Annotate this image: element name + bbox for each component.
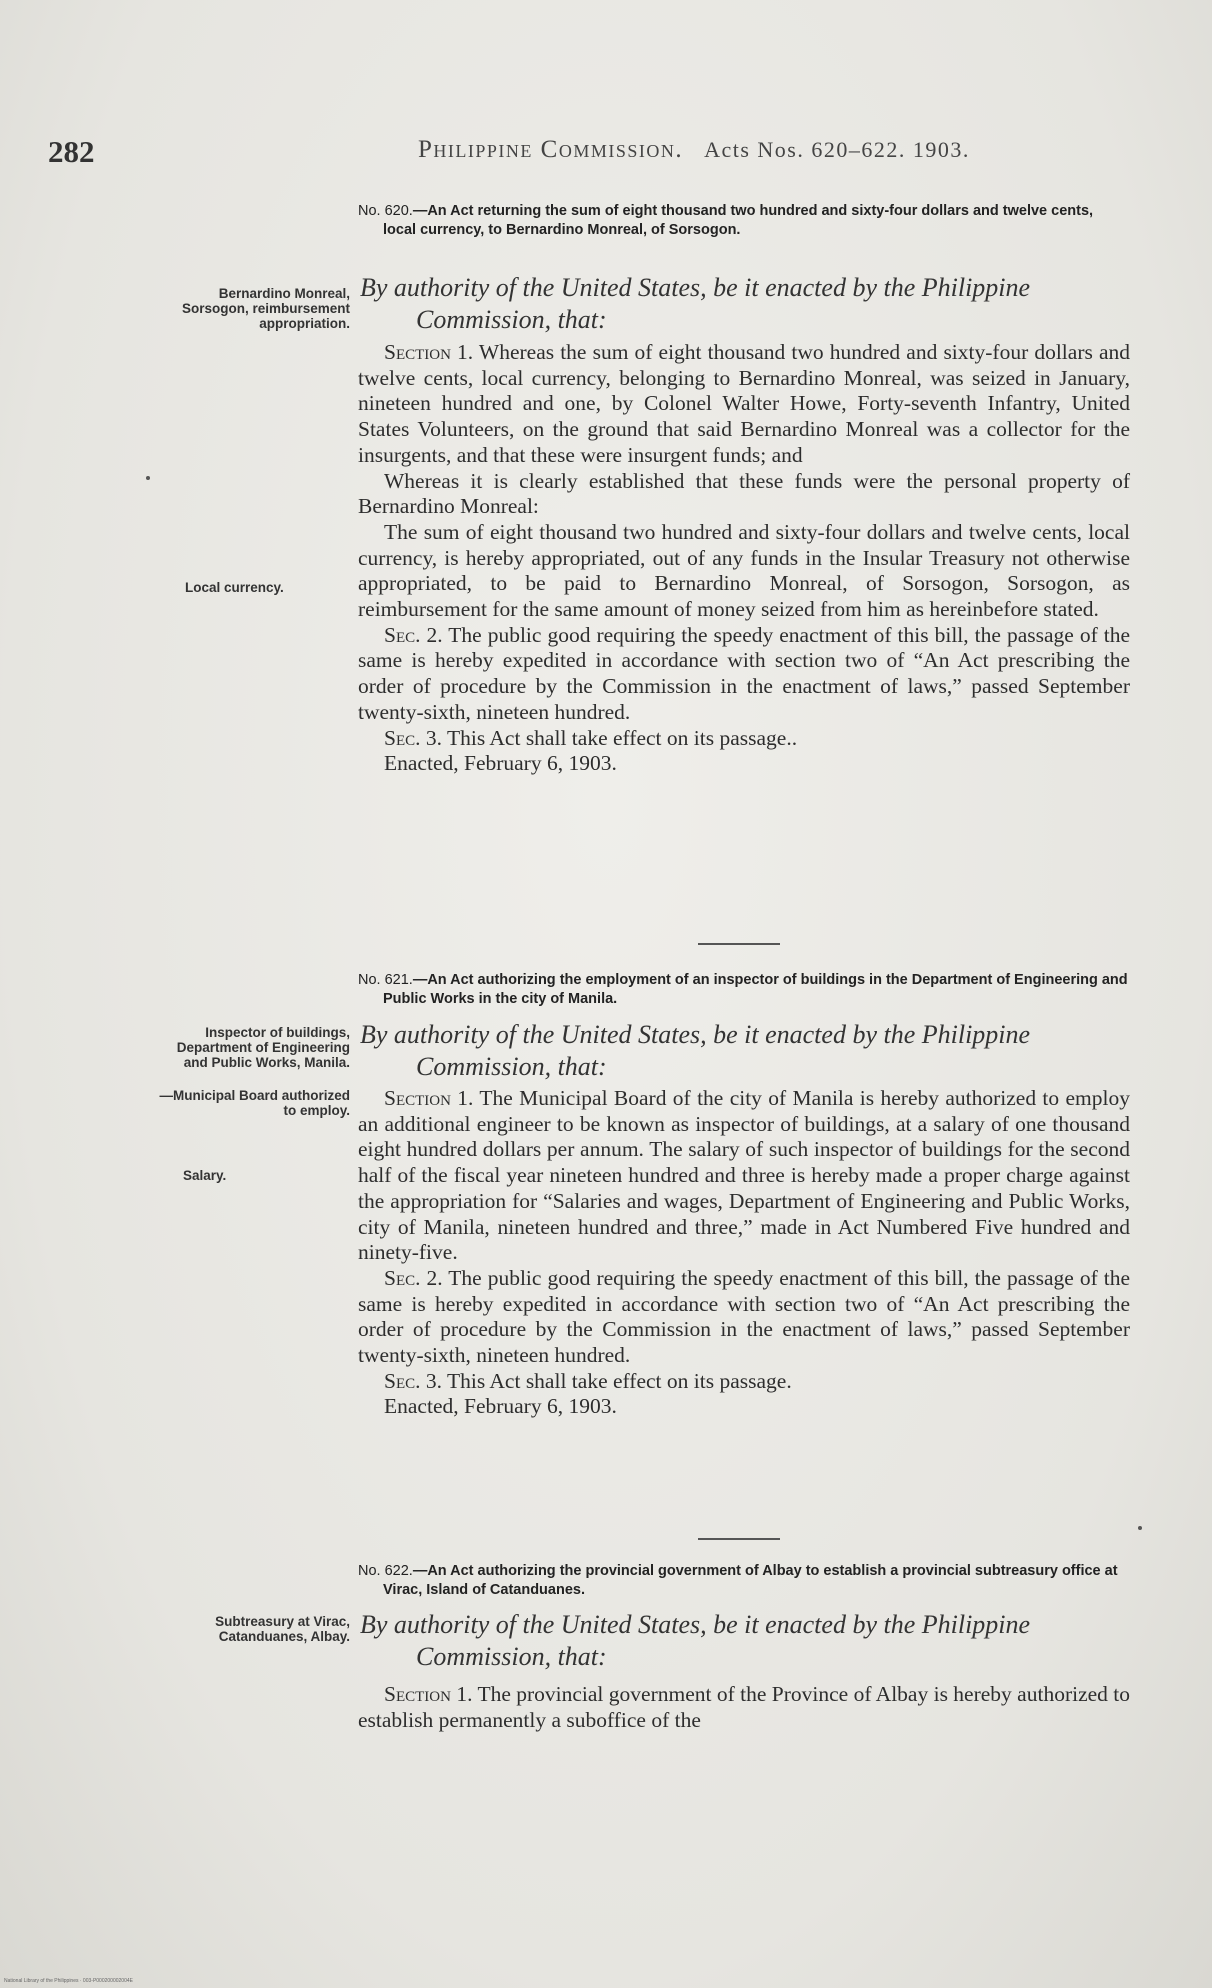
enacting-clause [360, 1019, 1130, 1083]
enacting-clause [360, 1609, 1130, 1673]
section-label: Sec. 2. [384, 622, 443, 647]
section-label: Section 1. [384, 340, 474, 364]
section-text: The public good requiring the speedy enactment of this bill, the passage of the same is hereby expedited in accordance with section two of “An Act prescribing the order of procedure by the Commission in the enactment of laws,” passed September twenty-sixth, nineteen hundred. [358, 622, 1131, 724]
section-3 [358, 1369, 1130, 1395]
separator-rule [698, 943, 780, 945]
scan-footer: National Library of the Philippines · 003-P000200002004E [4, 1978, 133, 1984]
act-number: No. 620. [358, 203, 413, 219]
margin-note-monreal: Bernardino Monreal, Sorsogon, reimbursement appropriation. [181, 286, 350, 331]
section-1 [358, 340, 1130, 469]
section-text: This Act shall take effect on its passage.. [442, 725, 798, 750]
act-622-body [358, 1682, 1130, 1733]
section-3 [358, 726, 1130, 752]
page-number: 282 [48, 134, 95, 169]
margin-note-salary: Salary. [183, 1168, 227, 1183]
section-1 [358, 1682, 1130, 1733]
enacting-line-1: By authority of the United States, be it enacted by the Philippine [360, 273, 1031, 302]
paragraph-appropriation: The sum of eight thousand two hundred and sixty-four dollars and twelve cents, local currency, is hereby appropriated, out of any funds in the Insular Treasury not otherwise appropriated, to be paid to Bernardino Monreal, of Sorsogon, Sorsogon, as reimbursement for the same amount of money seized from him as hereinbefore stated. [358, 519, 1130, 622]
section-text: Whereas the sum of eight thousand two hundred and sixty-four dollars and twelve cents, local currency, belonging to Bernardino Monreal, was seized in January, nineteen hundred and one, by Colonel Walter Howe, Forty-seventh Infantry, United States Volunteers, on the ground that said Bernardino Monreal was a collector for the insurgents, and that these were insurgent funds; and [358, 340, 1131, 467]
section-2 [358, 623, 1130, 726]
section-2 [358, 1266, 1130, 1369]
act-621-body [358, 1086, 1130, 1420]
act-number: No. 621. [358, 972, 413, 988]
act-621-title [358, 971, 1130, 1009]
section-label: Sec. 3. [384, 1368, 442, 1393]
section-label: Sec. 3. [384, 725, 442, 750]
act-620-title [358, 202, 1130, 240]
section-label: Section 1. [384, 1682, 473, 1706]
margin-note-inspector: Inspector of buildings, Department of Engineering and Public Works, Manila. [176, 1025, 350, 1070]
enacted-date: Enacted, February 6, 1903. [384, 1394, 617, 1419]
section-text: The Municipal Board of the city of Manila is hereby authorized to employ an additional engineer to be known as inspector of buildings, at a salary of one thousand eight hundred dollars per annum. The salary of such inspector of buildings for the second half of the fiscal year nineteen hundred and three is hereby made a proper charge against the appropriation for “Salaries and wages, Department of Engineering and Public Works, city of Manila, nineteen hundred and three,” made in Act Numbered Five hundred and ninety-five. [358, 1086, 1130, 1265]
enacted-date: Enacted, February 6, 1903. [384, 751, 617, 776]
act-number: No. 622. [358, 1563, 413, 1579]
act-title-text: —An Act returning the sum of eight thousand two hundred and sixty-four dollars and twelve cents, local currency, to Bernardino Monreal, of Sorsogon. [383, 203, 1094, 238]
enacting-line-2: Commission, that: [416, 1052, 607, 1081]
section-text: The public good requiring the speedy enactment of this bill, the passage of the same is hereby expedited in accordance with section two of “An Act prescribing the order of procedure by the Commission in the enactment of laws,” passed September twenty-sixth, nineteen hundred. [358, 1265, 1131, 1368]
enacting-line-2: Commission, that: [416, 1642, 607, 1671]
running-head-acts: Acts Nos. 620–622. 1903. [704, 137, 970, 162]
running-head [418, 136, 1078, 164]
enacting-line-2: Commission, that: [416, 305, 607, 334]
act-title-text: —An Act authorizing the provincial government of Albay to establish a provincial subtreasury office at Virac, Island of Catanduanes. [383, 1563, 1118, 1598]
enacting-line-1: By authority of the United States, be it enacted by the Philippine [360, 1610, 1031, 1639]
running-head-title: Philippine Commission. [418, 136, 684, 163]
enacting-clause [360, 272, 1130, 336]
margin-note-local-currency: Local currency. [185, 580, 284, 595]
margin-note-subtreasury: Subtreasury at Virac, Catanduanes, Albay. [215, 1614, 350, 1644]
enacting-line-1: By authority of the United States, be it enacted by the Philippine [360, 1020, 1031, 1049]
section-text: The provincial government of the Province of Albay is hereby authorized to establish permanently a suboffice of the [358, 1682, 1131, 1732]
section-1 [358, 1086, 1130, 1266]
section-label: Sec. 2. [384, 1265, 443, 1290]
section-label: Section 1. [384, 1086, 474, 1110]
ink-speck [146, 476, 150, 480]
paragraph-whereas: Whereas it is clearly established that these funds were the personal property of Bernardino Monreal: [358, 468, 1130, 519]
separator-rule [698, 1538, 780, 1540]
margin-note-municipal-board: —Municipal Board authorized to employ. [159, 1088, 350, 1118]
act-620-body [358, 340, 1130, 777]
ink-speck [1138, 1526, 1142, 1530]
act-622-title [358, 1562, 1130, 1600]
section-text: This Act shall take effect on its passage. [442, 1368, 792, 1393]
act-title-text: —An Act authorizing the employment of an inspector of buildings in the Department of Engineering and Public Works in the city of Manila. [383, 972, 1128, 1007]
